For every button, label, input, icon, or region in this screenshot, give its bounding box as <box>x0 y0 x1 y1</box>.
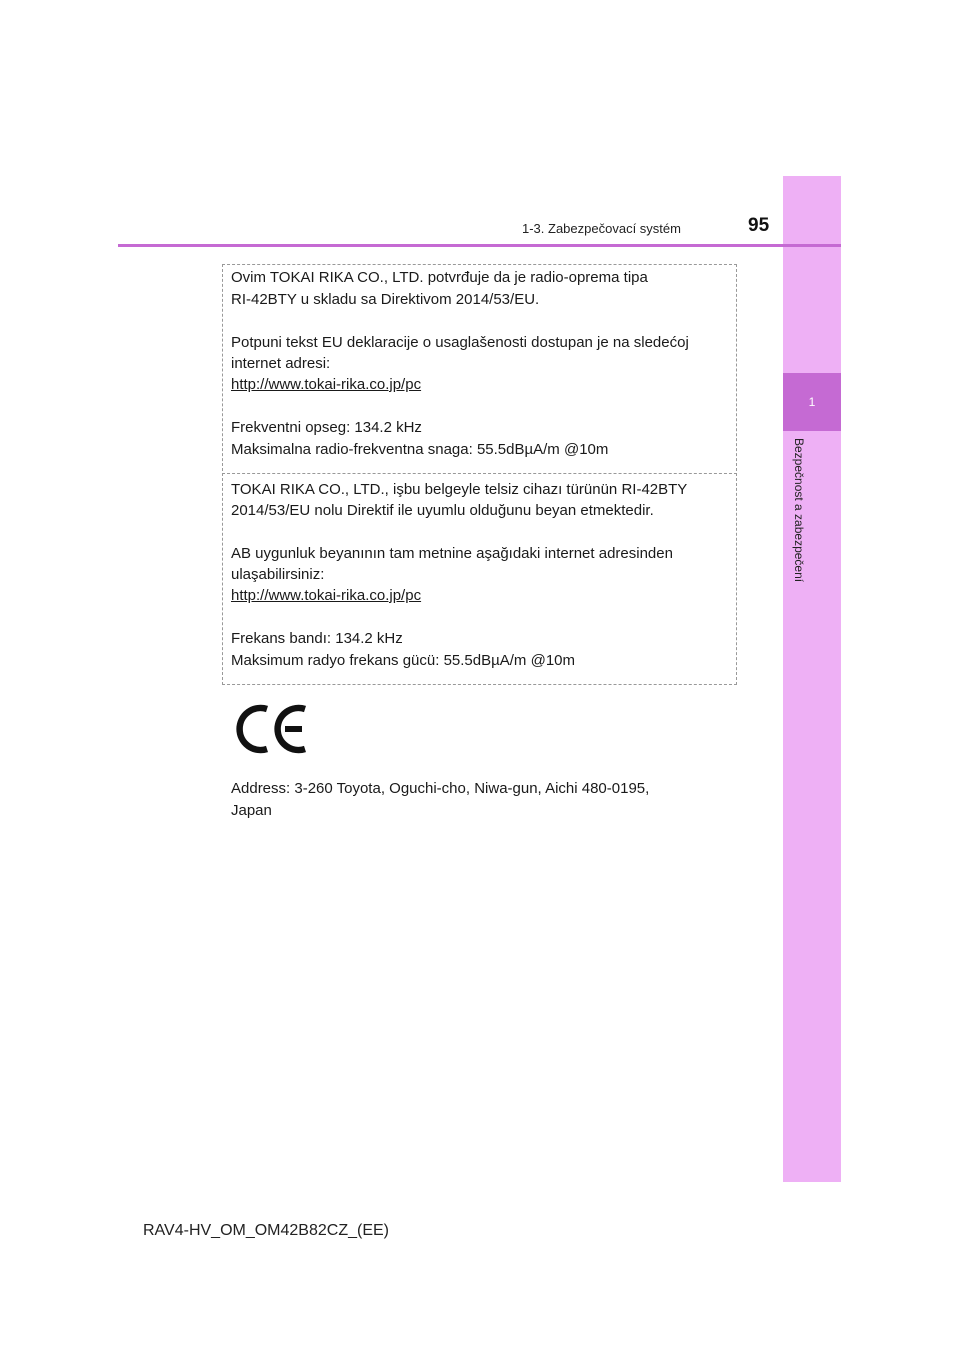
tr-power: Maksimum radyo frekans gücü: 55.5dBµA/m @10m <box>231 652 576 669</box>
ce-mark-icon <box>236 703 308 755</box>
document-code: RAV4-HV_OM_OM42B82CZ_(EE) <box>143 1222 389 1239</box>
chapter-title: Bezpečnost a zabezpečení <box>792 438 806 583</box>
header-divider <box>118 244 841 247</box>
sr-declaration-line: Ovim TOKAI RIKA CO., LTD. potvrđuje da je radio-oprema tipa <box>231 269 648 286</box>
tr-declaration-line: ulaşabilirsiniz: <box>231 566 325 583</box>
tr-url-link[interactable]: http://www.tokai-rika.co.jp/pc <box>231 587 422 604</box>
page-number: 95 <box>748 215 770 236</box>
sr-declaration-line: RI-42BTY u skladu sa Direktivom 2014/53/EU. <box>231 291 540 308</box>
declaration-divider <box>222 473 737 474</box>
sr-frequency: Frekventni opseg: 134.2 kHz <box>231 419 422 436</box>
tr-frequency: Frekans bandı: 134.2 kHz <box>231 630 403 647</box>
tr-declaration-url[interactable] <box>231 585 421 606</box>
tr-declaration-line: TOKAI RIKA CO., LTD., işbu belgeyle telsiz cihazı türünün RI-42BTY <box>231 481 688 498</box>
chapter-number-badge <box>783 373 841 431</box>
tr-declaration-line: AB uygunluk beyanının tam metnine aşağıdaki internet adresinden <box>231 545 673 562</box>
address-line: Address: 3-260 Toyota, Oguchi-cho, Niwa-gun, Aichi 480-0195, <box>231 780 650 797</box>
sr-declaration-line: internet adresi: <box>231 355 331 372</box>
section-title: 1-3. Zabezpečovací systém <box>522 221 681 236</box>
sr-declaration-url[interactable] <box>231 374 421 395</box>
chapter-number: 1 <box>808 395 816 409</box>
sr-declaration-line: Potpuni tekst EU deklaracije o usaglašenosti dostupan je na sledećoj <box>231 334 689 351</box>
declaration-box <box>222 264 737 685</box>
chapter-side-tab <box>783 176 841 1182</box>
sr-url-link[interactable]: http://www.tokai-rika.co.jp/pc <box>231 376 422 393</box>
sr-power: Maksimalna radio-frekventna snaga: 55.5dBµA/m @10m <box>231 441 609 458</box>
tr-declaration-line: 2014/53/EU nolu Direktif ile uyumlu olduğunu beyan etmektedir. <box>231 502 654 519</box>
address-line: Japan <box>231 802 272 819</box>
